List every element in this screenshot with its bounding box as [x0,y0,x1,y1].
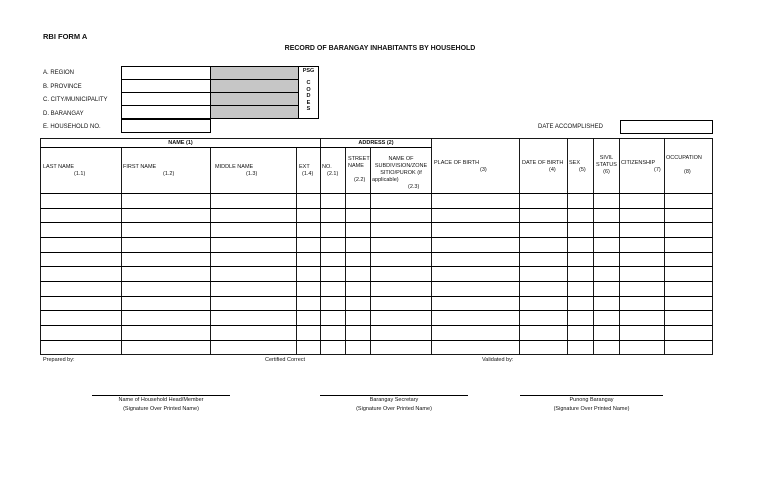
sig3-title: Punong Barangay [569,397,614,403]
prepared-by-label: Prepared by: [43,357,75,363]
col-occupation: OCCUPATION [666,155,702,161]
col-first-name: FIRST NAME [123,164,157,170]
col-date-of-birth: DATE OF BIRTH [522,160,564,166]
col-occupation-num: (8) [684,169,691,175]
household-no-label: E. HOUSEHOLD NO. [43,124,101,130]
col-place-of-birth: PLACE OF BIRTH [434,160,480,166]
certified-correct-label: Certified Correct [265,357,306,363]
form-title: RECORD OF BARANGAY INHABITANTS BY HOUSEHOLD [284,45,476,52]
col-civil-num: (6) [603,169,610,175]
signature-line-punong-barangay[interactable] [520,395,663,396]
col-street-2: NAME [348,163,364,169]
col-subdiv-2: SUBDIVISION/ZONE [374,163,428,169]
name-group-header: NAME (1) [168,140,193,146]
col-last-name-num: (1.1) [74,171,86,177]
codes-letters: C O D E S [306,80,311,112]
signature-line-household-head[interactable] [92,395,230,396]
col-civil-1: SIVIL [599,155,614,161]
col-date-of-birth-num: (4) [549,167,556,173]
sig3-sub: (Signature Over Printed Name) [553,406,630,412]
sig2-title: Barangay Secretary [369,397,419,403]
col-subdiv-3: SITIO/PUROK (if [380,170,422,176]
col-street-num: (2.2) [354,177,366,183]
address-group-header: ADDRESS (2) [358,140,394,146]
region-label: A. REGION [43,70,75,76]
col-middle-name: MIDDLE NAME [215,164,254,170]
col-citizenship-num: (7) [654,167,661,173]
city-label: C. CITY/MUNICIPALITY [43,97,108,103]
psg-label: PSG [302,68,315,74]
province-label: B. PROVINCE [43,84,82,90]
date-accomplished-label: DATE ACCOMPLISHED [538,124,603,130]
col-citizenship: CITIZENSHIP [621,160,656,166]
sig1-title: Name of Household Head/Member [118,397,204,403]
col-first-name-num: (1.2) [163,171,175,177]
col-no: NO. [322,164,332,170]
signature-line-barangay-secretary[interactable] [320,395,468,396]
form-id: RBI FORM A [43,32,88,41]
col-ext-num: (1.4) [302,171,314,177]
col-middle-name-num: (1.3) [246,171,258,177]
col-place-of-birth-num: (3) [480,167,487,173]
col-subdiv-1: NAME OF [388,156,414,162]
col-street-1: STREET [348,156,370,162]
col-sex-num: (5) [579,167,586,173]
col-no-num: (2.1) [327,171,339,177]
col-civil-2: STATUS [596,162,617,168]
col-ext: EXT [299,164,310,170]
sig2-sub: (Signature Over Printed Name) [356,406,432,412]
col-subdiv-4: applicable) [372,177,399,183]
col-subdiv-num: (2.3) [408,184,420,190]
sig1-sub: (Signature Over Printed Name) [123,406,199,412]
validated-by-label: Validated by: [482,357,514,363]
col-sex: SEX [569,160,581,166]
barangay-label: D. BARANGAY [43,111,84,117]
col-last-name: LAST NAME [43,164,75,170]
